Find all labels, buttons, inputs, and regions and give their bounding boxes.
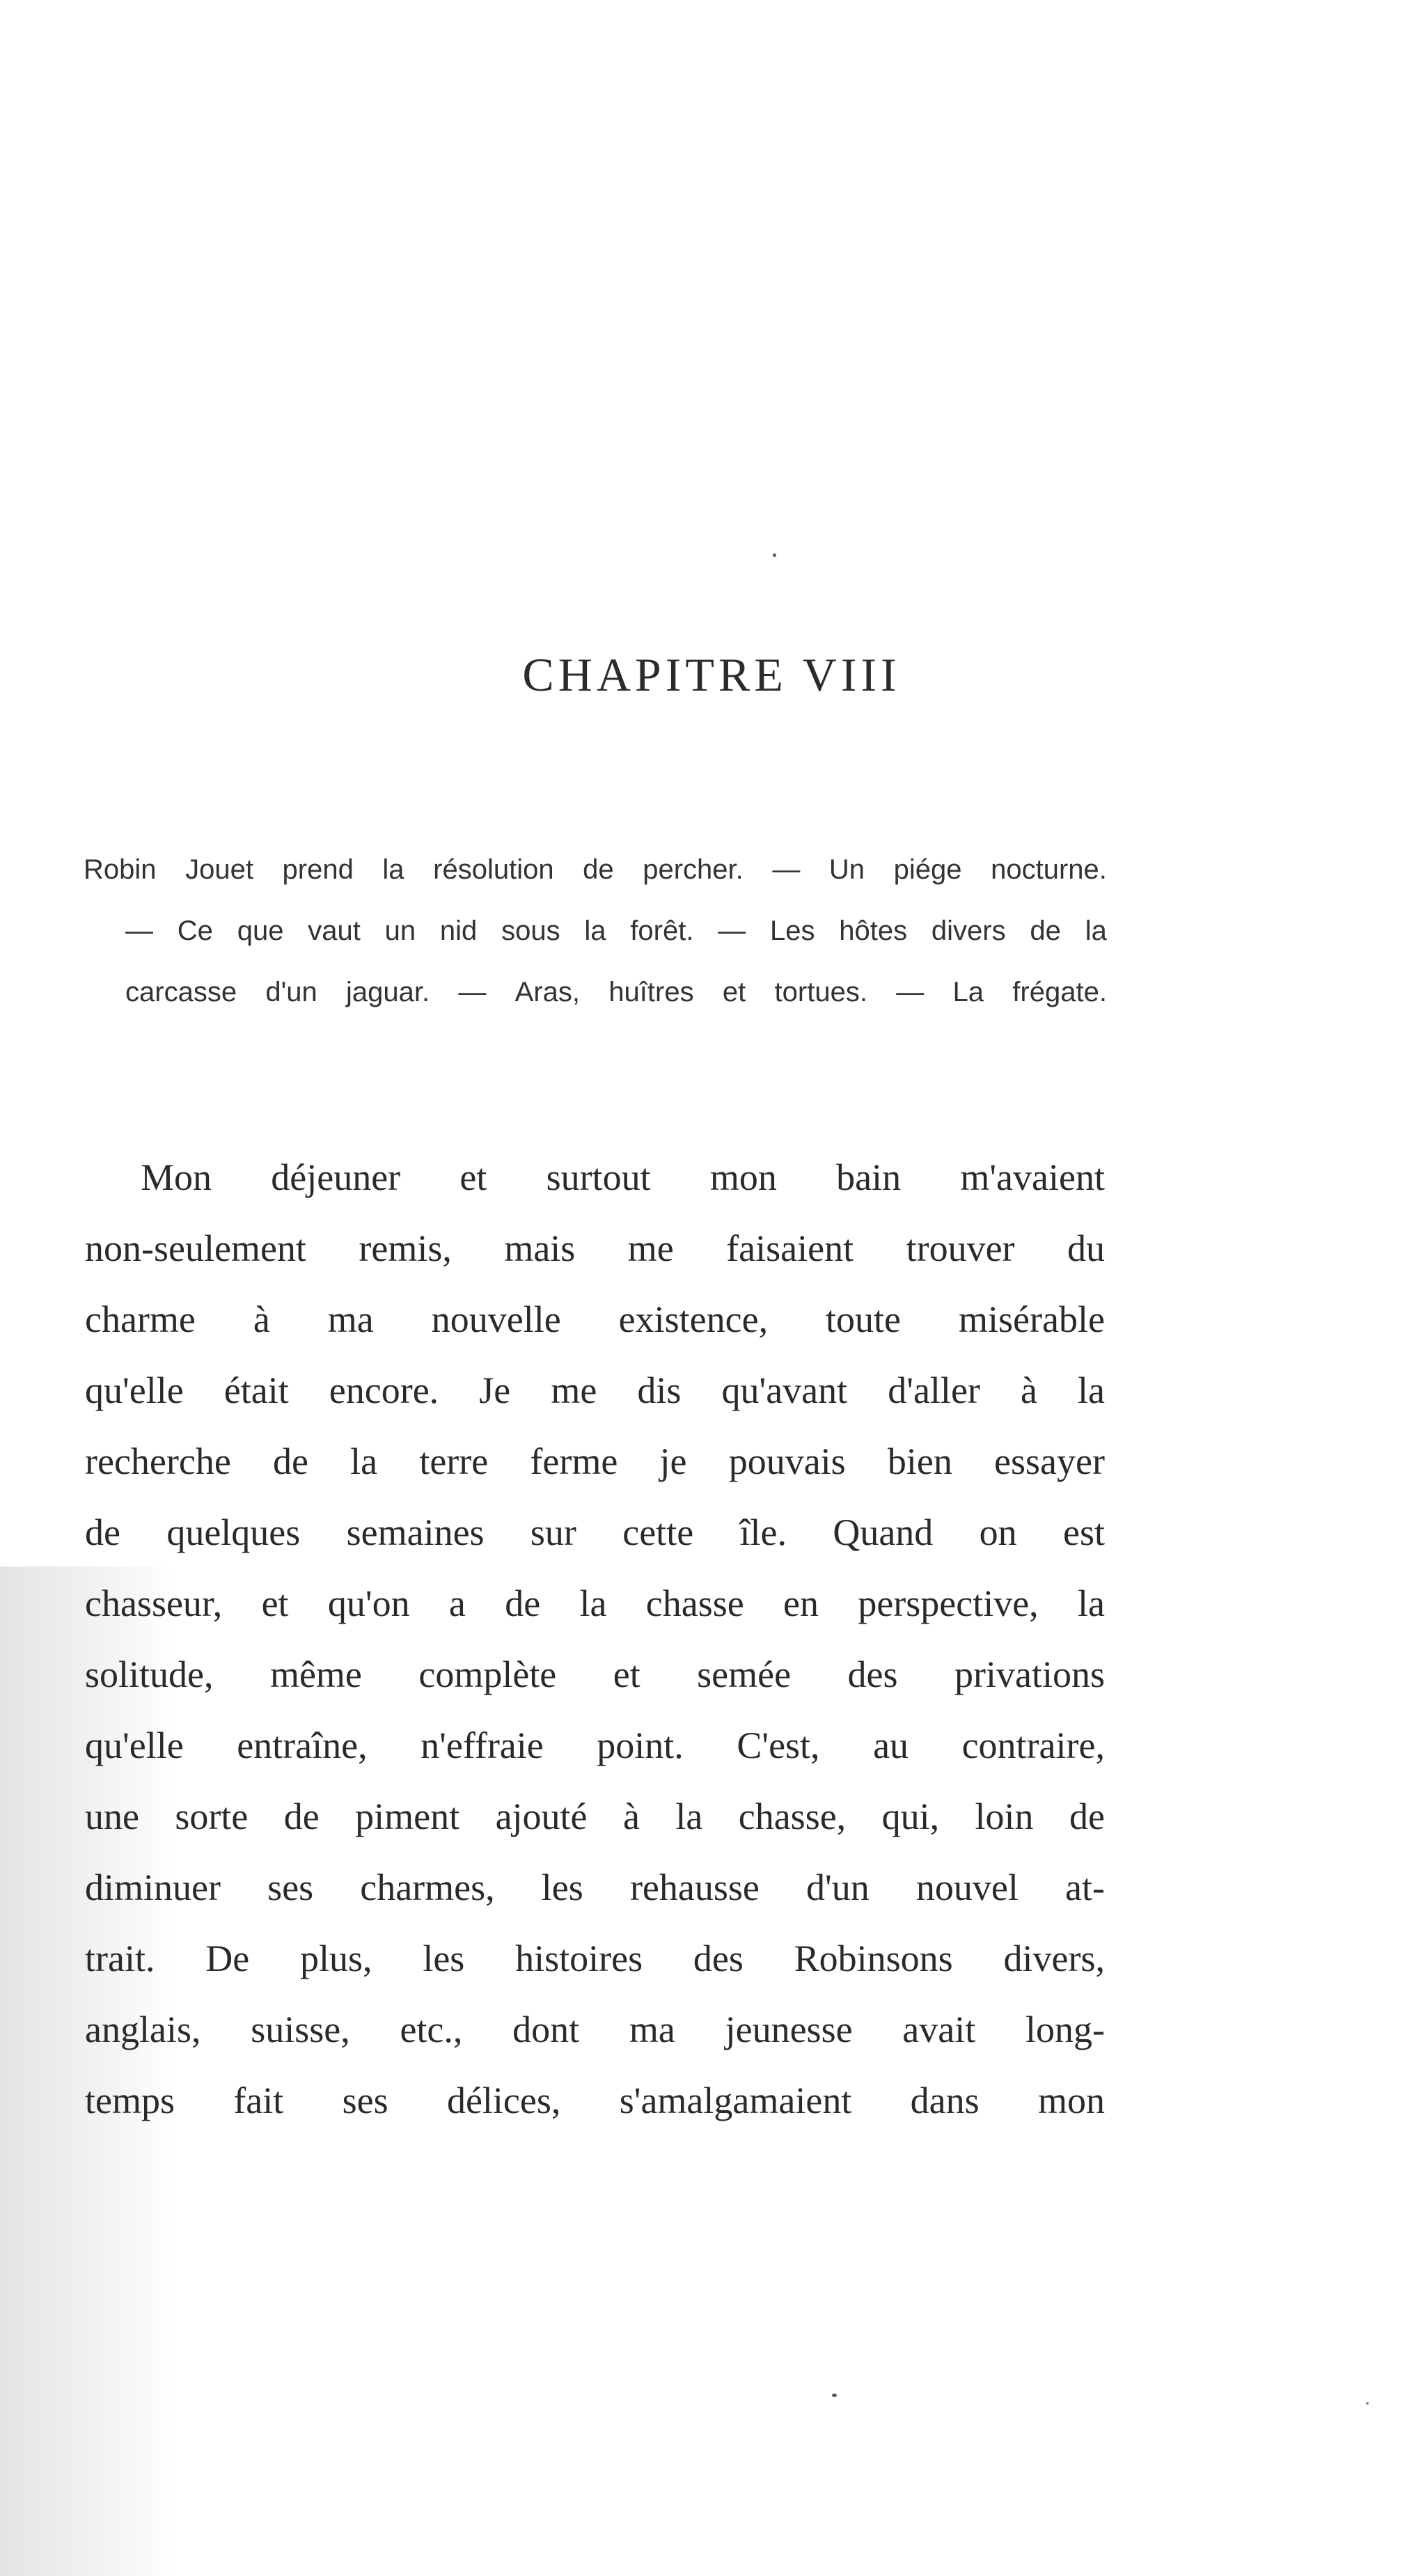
word: du [1067, 1227, 1105, 1269]
word: — [772, 854, 801, 885]
word: Quand [833, 1511, 934, 1553]
word: loin [975, 1796, 1034, 1837]
word: de [583, 854, 614, 885]
word: at- [1065, 1867, 1105, 1908]
word: en [783, 1582, 819, 1624]
word: Robin [84, 854, 157, 885]
word: ses [267, 1867, 314, 1908]
word: anglais, [85, 2009, 201, 2050]
word: sur [530, 1511, 576, 1553]
word: de [505, 1582, 541, 1624]
word: La [952, 977, 984, 1007]
word: dis [637, 1369, 682, 1411]
word: mon [709, 1156, 777, 1198]
word: entraîne, [237, 1725, 368, 1766]
word: de [273, 1440, 308, 1482]
word: de [283, 1796, 320, 1837]
word: quelques [166, 1511, 301, 1553]
word: qui, [881, 1796, 940, 1837]
word: bain [836, 1156, 902, 1198]
word: la [1078, 1369, 1105, 1411]
word: remis, [359, 1227, 452, 1269]
word: terre [419, 1440, 489, 1482]
word: Je [479, 1369, 511, 1411]
word: piment [355, 1796, 460, 1837]
word: la [584, 916, 606, 946]
word: ma [629, 2009, 675, 2050]
word: la [675, 1796, 703, 1837]
word: Mon [141, 1156, 212, 1198]
word: des [693, 1938, 744, 1979]
summary-line [84, 961, 1107, 1023]
word: pouvais [728, 1440, 846, 1482]
word: déjeuner [271, 1156, 401, 1198]
word: De [205, 1938, 250, 1979]
word: me [627, 1227, 674, 1269]
word: Aras, [514, 977, 581, 1007]
word: suisse, [251, 2009, 350, 2050]
word: île. [739, 1511, 787, 1553]
word: la [1078, 1582, 1105, 1624]
body-line [85, 1852, 1105, 1923]
word: carcasse [125, 977, 237, 1007]
word: semaines [346, 1511, 485, 1553]
word: la [350, 1440, 378, 1482]
word: piége [893, 854, 962, 885]
word: ferme [530, 1440, 618, 1482]
word: charme [85, 1298, 196, 1340]
summary-line [84, 839, 1107, 900]
word: au [873, 1725, 909, 1766]
word: percher. [643, 854, 744, 885]
word: nocturne. [991, 854, 1107, 885]
word: toute [826, 1298, 902, 1340]
word: de [1069, 1796, 1105, 1837]
word: qu'on [327, 1582, 410, 1624]
body-paragraph [85, 1142, 1105, 2136]
word: semée [697, 1654, 792, 1695]
word: qu'avant [721, 1369, 848, 1411]
word: — [458, 977, 487, 1007]
word: ma [327, 1298, 374, 1340]
word: d'un [806, 1867, 870, 1908]
word: résolution [433, 854, 554, 885]
word: nid [439, 916, 478, 946]
word: surtout [546, 1156, 651, 1198]
word: à [253, 1298, 270, 1340]
word: long- [1025, 2009, 1105, 2050]
word: a [448, 1582, 466, 1624]
word: C'est, [737, 1725, 820, 1766]
word: d'un [265, 977, 317, 1007]
body-line [85, 1355, 1105, 1426]
word: et [722, 977, 746, 1007]
word: Les [770, 916, 815, 946]
word: que [237, 916, 284, 946]
ink-speck [773, 553, 776, 557]
summary-line [84, 900, 1107, 961]
word: trait. [85, 1938, 155, 1979]
word: jaguar. [346, 977, 430, 1007]
body-line [85, 1710, 1105, 1781]
word: nouvelle [431, 1298, 561, 1340]
word: les [423, 1938, 465, 1979]
word: qu'elle [85, 1369, 184, 1411]
word: m'avaient [960, 1156, 1105, 1198]
word: la [382, 854, 404, 885]
word: même [269, 1654, 362, 1695]
word: on [979, 1511, 1017, 1553]
body-line [85, 1568, 1105, 1639]
body-line [85, 1994, 1105, 2065]
word: s'amalgamaient [619, 2080, 852, 2121]
ink-speck [832, 2394, 837, 2397]
word: rehausse [629, 1867, 760, 1908]
word: d'aller [888, 1369, 980, 1411]
word: fait [233, 2080, 284, 2121]
word: chasse, [738, 1796, 847, 1837]
word: et [459, 1156, 487, 1198]
word: Robinsons [794, 1938, 953, 1979]
word: divers, [1003, 1938, 1105, 1979]
word: jeunesse [725, 2009, 853, 2050]
word: sous [501, 916, 560, 946]
word: je [659, 1440, 687, 1482]
word: la [579, 1582, 607, 1624]
word: chasseur, [85, 1582, 223, 1624]
word: mais [504, 1227, 576, 1269]
word: solitude, [85, 1654, 214, 1695]
word: nouvel [915, 1867, 1019, 1908]
word: essayer [994, 1440, 1105, 1482]
word: me [551, 1369, 597, 1411]
word: perspective, [858, 1582, 1039, 1624]
word: — [896, 977, 925, 1007]
word: diminuer [85, 1867, 221, 1908]
word: la [1085, 916, 1107, 946]
word: charmes, [360, 1867, 495, 1908]
word: non-seulement [85, 1227, 306, 1269]
word: était [223, 1369, 289, 1411]
word: hôtes [839, 916, 908, 946]
word: forêt. [630, 916, 694, 946]
word: cette [622, 1511, 694, 1553]
word: point. [597, 1725, 684, 1766]
body-line [85, 1426, 1105, 1497]
word: et [613, 1654, 640, 1695]
word: n'effraie [420, 1725, 544, 1766]
body-line [85, 1781, 1105, 1852]
word: prend [282, 854, 354, 885]
word: divers [931, 916, 1006, 946]
word: à [622, 1796, 640, 1837]
word: bien [887, 1440, 952, 1482]
word: des [847, 1654, 898, 1695]
word: de [85, 1511, 120, 1553]
word: frégate. [1012, 977, 1107, 1007]
body-line [85, 1497, 1105, 1568]
word: dans [910, 2080, 980, 2121]
word: de [1030, 916, 1061, 946]
word: etc., [400, 2009, 463, 2050]
word: — [125, 916, 153, 946]
word: chasse [645, 1582, 744, 1624]
chapter-summary [84, 839, 1107, 1023]
word: privations [954, 1654, 1105, 1695]
word: et [261, 1582, 289, 1624]
word: une [85, 1796, 139, 1837]
word: huîtres [608, 977, 694, 1007]
word: un [384, 916, 416, 946]
body-line [85, 1639, 1105, 1710]
word: Jouet [185, 854, 253, 885]
body-line [85, 1213, 1105, 1284]
word: qu'elle [85, 1725, 184, 1766]
word: contraire, [961, 1725, 1105, 1766]
body-line [85, 2065, 1105, 2136]
body-line [85, 1923, 1105, 1994]
word: est [1063, 1511, 1105, 1553]
word: temps [85, 2080, 175, 2121]
word: Un [828, 854, 865, 885]
word: mon [1037, 2080, 1105, 2121]
word: ses [342, 2080, 388, 2121]
word: dont [512, 2009, 580, 2050]
word: avait [902, 2009, 976, 2050]
word: existence, [618, 1298, 769, 1340]
word: recherche [85, 1440, 231, 1482]
ink-speck [1366, 2402, 1369, 2405]
word: trouver [906, 1227, 1015, 1269]
word: plus, [300, 1938, 372, 1979]
word: misérable [959, 1298, 1105, 1340]
word: — [718, 916, 746, 946]
body-line [85, 1142, 1105, 1213]
body-line [85, 1284, 1105, 1355]
chapter-title: CHAPITRE VIII [522, 648, 901, 701]
word: Ce [177, 916, 213, 946]
word: histoires [515, 1938, 643, 1979]
word: vaut [308, 916, 361, 946]
word: tortues. [774, 977, 867, 1007]
word: à [1020, 1369, 1037, 1411]
word: faisaient [726, 1227, 854, 1269]
word: les [541, 1867, 583, 1908]
word: encore. [329, 1369, 439, 1411]
word: complète [418, 1654, 557, 1695]
word: délices, [446, 2080, 561, 2121]
word: ajouté [495, 1796, 588, 1837]
word: sorte [175, 1796, 249, 1837]
